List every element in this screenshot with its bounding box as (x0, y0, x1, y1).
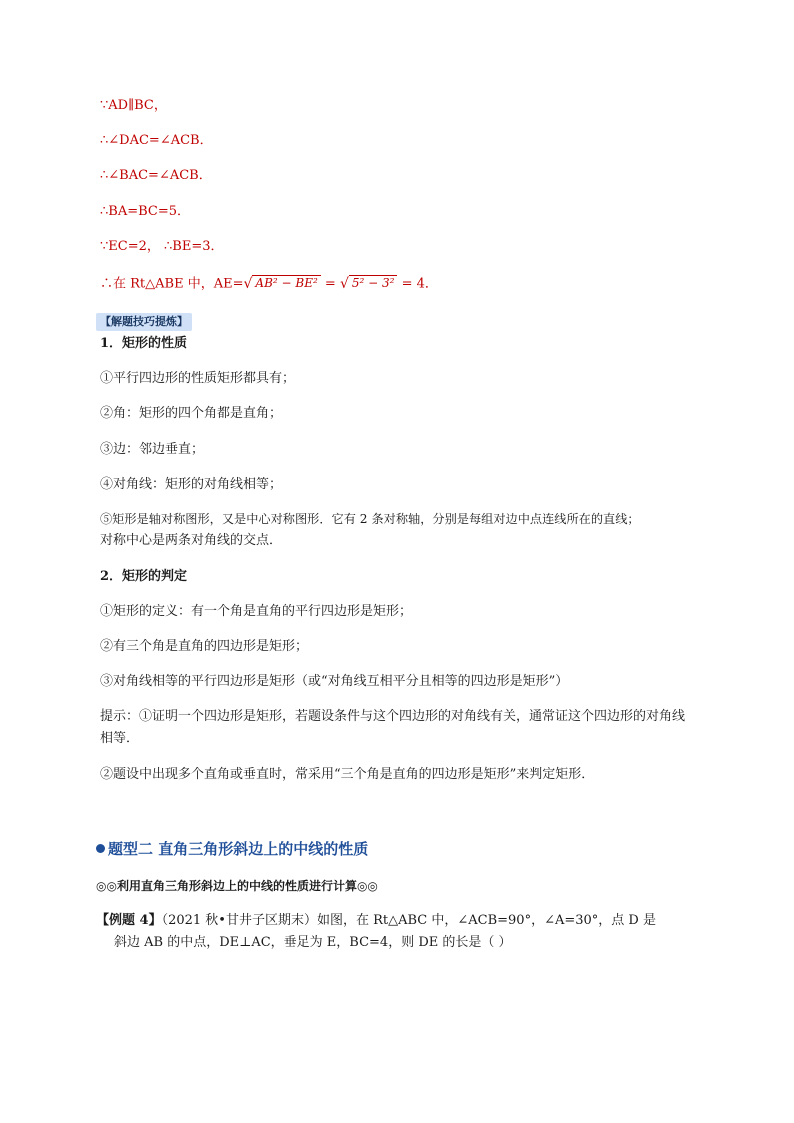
solution-line-2: ∴∠DAC=∠ACB． (100, 133, 213, 148)
section1-item-5-line2: 对称中心是两条对角线的交点． (100, 533, 283, 548)
solution-line-3: ∴∠BAC=∠ACB． (100, 168, 212, 183)
section1-item-4: ④对角线：矩形的对角线相等； (100, 477, 283, 492)
section1-item-1: ①平行四边形的性质矩形都具有； (100, 371, 296, 386)
solution-line-1: ∵AD∥BC， (100, 98, 167, 113)
hint-2: ②题设中出现多个直角或垂直时，常采用“三个角是直角的四边形是矩形”来判定矩形． (100, 767, 595, 782)
ae-equals: = (320, 276, 340, 292)
hint-line1: 提示：①证明一个四边形是矩形，若题设条件与这个四边形的对角线有关，通常证这个四边形的对角线 (100, 709, 686, 724)
ae-prefix: ∴在 Rt△ABE 中，AE= (100, 276, 244, 292)
solution-line-ae (100, 274, 438, 295)
hint-line2: 相等． (100, 731, 140, 746)
sqrt-expression-2: √ 5² − 3² (340, 274, 398, 294)
example-line1: （2021 秋•甘井子区期末）如图，在 Rt△ABC 中，∠ACB=90°，∠A=30°，点 D 是 (161, 913, 656, 928)
section1-item-2: ②角：矩形的四个角都是直角； (100, 406, 283, 421)
section1-heading: 1．矩形的性质 (100, 336, 188, 351)
category-title (96, 838, 368, 859)
bullet-dot-icon (96, 844, 105, 853)
section2-item-1: ①矩形的定义：有一个角是直角的平行四边形是矩形； (100, 604, 413, 619)
ae-result: = 4． (397, 276, 438, 292)
example-line2: 斜边 AB 的中点，DE⊥AC，垂足为 E，BC=4，则 DE 的长是（ ） (114, 935, 512, 950)
section2-item-2: ②有三个角是直角的四边形是矩形； (100, 639, 309, 654)
example-label: 【例题 4】 (96, 913, 162, 928)
tip-tag: 【解题技巧提炼】 (96, 313, 192, 331)
section2-item-3: ③对角线相等的平行四边形是矩形（或“对角线互相平分且相等的四边形是矩形”） (100, 674, 569, 689)
category-subtitle: ◎◎利用直角三角形斜边上的中线的性质进行计算◎◎ (96, 879, 378, 893)
category-title-text: 题型二 直角三角形斜边上的中线的性质 (108, 840, 369, 858)
example-4 (96, 910, 706, 954)
section1-item-3: ③边：邻边垂直； (100, 442, 205, 457)
section2-heading: 2．矩形的判定 (100, 569, 188, 584)
sqrt-expression-1: √ AB² − BE² (243, 274, 320, 294)
solution-line-5: ∵EC=2， ∴BE=3． (100, 239, 224, 254)
solution-line-4: ∴BA=BC=5． (100, 204, 191, 219)
section1-item-5-line1: ⑤矩形是轴对称图形，又是中心对称图形．它有 2 条对称轴，分别是每组对边中点连线所在的直线； (100, 512, 640, 526)
